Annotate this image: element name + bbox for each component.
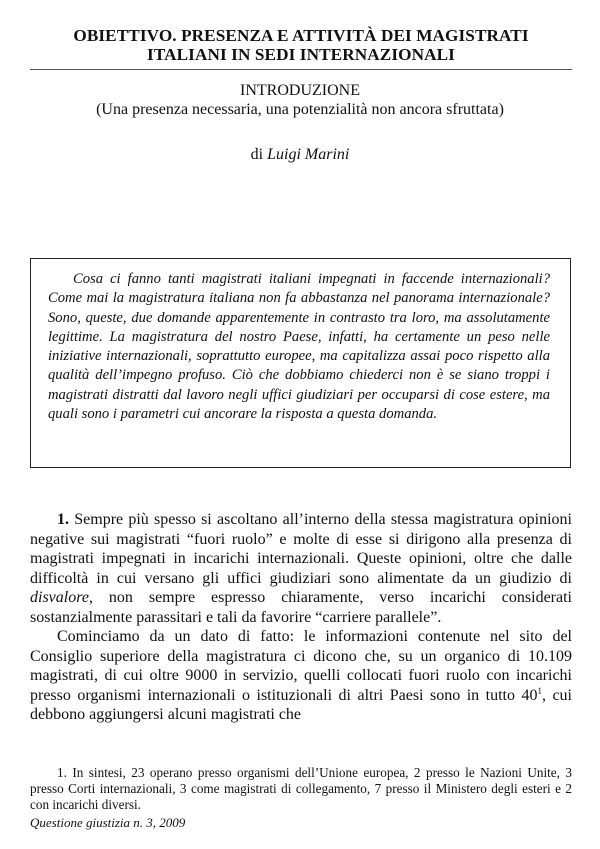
paragraph-text: , non sempre espresso chiaramente, verso incarichi considerati sostanzialmente parassitari e tali da favorire “carriere parallele”. bbox=[30, 589, 572, 626]
paragraph-text: Cominciamo da un dato di fatto: le informazioni contenute nel sito del Consiglio superiore della magistratura ci dicono che, su un organico di 10.109 magistrati, di cui oltre 9000 in servizio, quelli collocati fuori ruolo con incarichi presso organismi internazionali o istituzionali di altri Paesi sono in tutto 40 bbox=[30, 628, 572, 704]
abstract-text: Cosa ci fanno tanti magistrati italiani impegnati in faccende internazionali? Come mai la magistratura italiana non fa abbastanza nel panorama internazionale? Sono, queste, due domande apparentemente in contrasto tra loro, ma assolutamente legittime. La magistratura del nostro Paese, infatti, ha certamente un peso nelle iniziative internazionali, soprattutto europee, ma capitalizza assai poco rispetto alla qualità dell’impegno profuso. Ciò che dobbiamo chiederci non è se siano troppi i magistrati distratti dal lavoro negli uffici giudiziari per occuparsi di cose estere, ma quali sono i parametri cui ancorare la risposta a questa domanda. bbox=[48, 271, 550, 423]
section-subtitle: (Una presenza necessaria, una potenzialità non ancora sfruttata) bbox=[96, 101, 504, 118]
footnote-number: 1. bbox=[57, 765, 67, 780]
footnote bbox=[30, 765, 572, 812]
footnote-text: In sintesi, 23 operano presso organismi dell’Unione europea, 2 presso le Nazioni Unite, 3 presso Corti internazionali, 3 come magistrati di collegamento, 7 presso il Ministero degli esteri e 2 con incarichi diversi. bbox=[30, 765, 572, 812]
title-divider bbox=[30, 69, 572, 70]
journal-footer: Questione giustizia n. 3, 2009 bbox=[30, 815, 186, 830]
article-title-line-1: OBIETTIVO. PRESENZA E ATTIVITÀ DEI MAGISTRATI bbox=[73, 26, 529, 45]
section-heading: INTRODUZIONE bbox=[240, 82, 360, 99]
article-title bbox=[30, 26, 572, 64]
paragraph bbox=[30, 627, 572, 725]
emphasis-text: disvalore bbox=[30, 589, 89, 606]
paragraph-text: , cui debbono aggiungersi alcuni magistrati che bbox=[30, 686, 573, 723]
paragraph-text: Sempre più spesso si ascoltano all’interno della stessa magistratura opinioni negative sui magistrati “fuori ruolo” e molte di esse si dirigono alla presenza di magistrati impegnati in incarichi internazionali. Queste opinioni, oltre che dalle difficoltà in cui versano gli uffici giudiziari sono alimentate da un giudizio di bbox=[30, 511, 572, 587]
article-body bbox=[30, 510, 572, 725]
byline-prefix: di bbox=[250, 146, 268, 163]
article-title-line-2: ITALIANI IN SEDI INTERNAZIONALI bbox=[147, 45, 455, 64]
paragraph bbox=[30, 510, 572, 627]
section-number: 1. bbox=[57, 511, 69, 528]
author-name: Luigi Marini bbox=[267, 146, 350, 163]
footnote-reference[interactable]: 1 bbox=[537, 685, 542, 696]
byline bbox=[0, 145, 600, 164]
